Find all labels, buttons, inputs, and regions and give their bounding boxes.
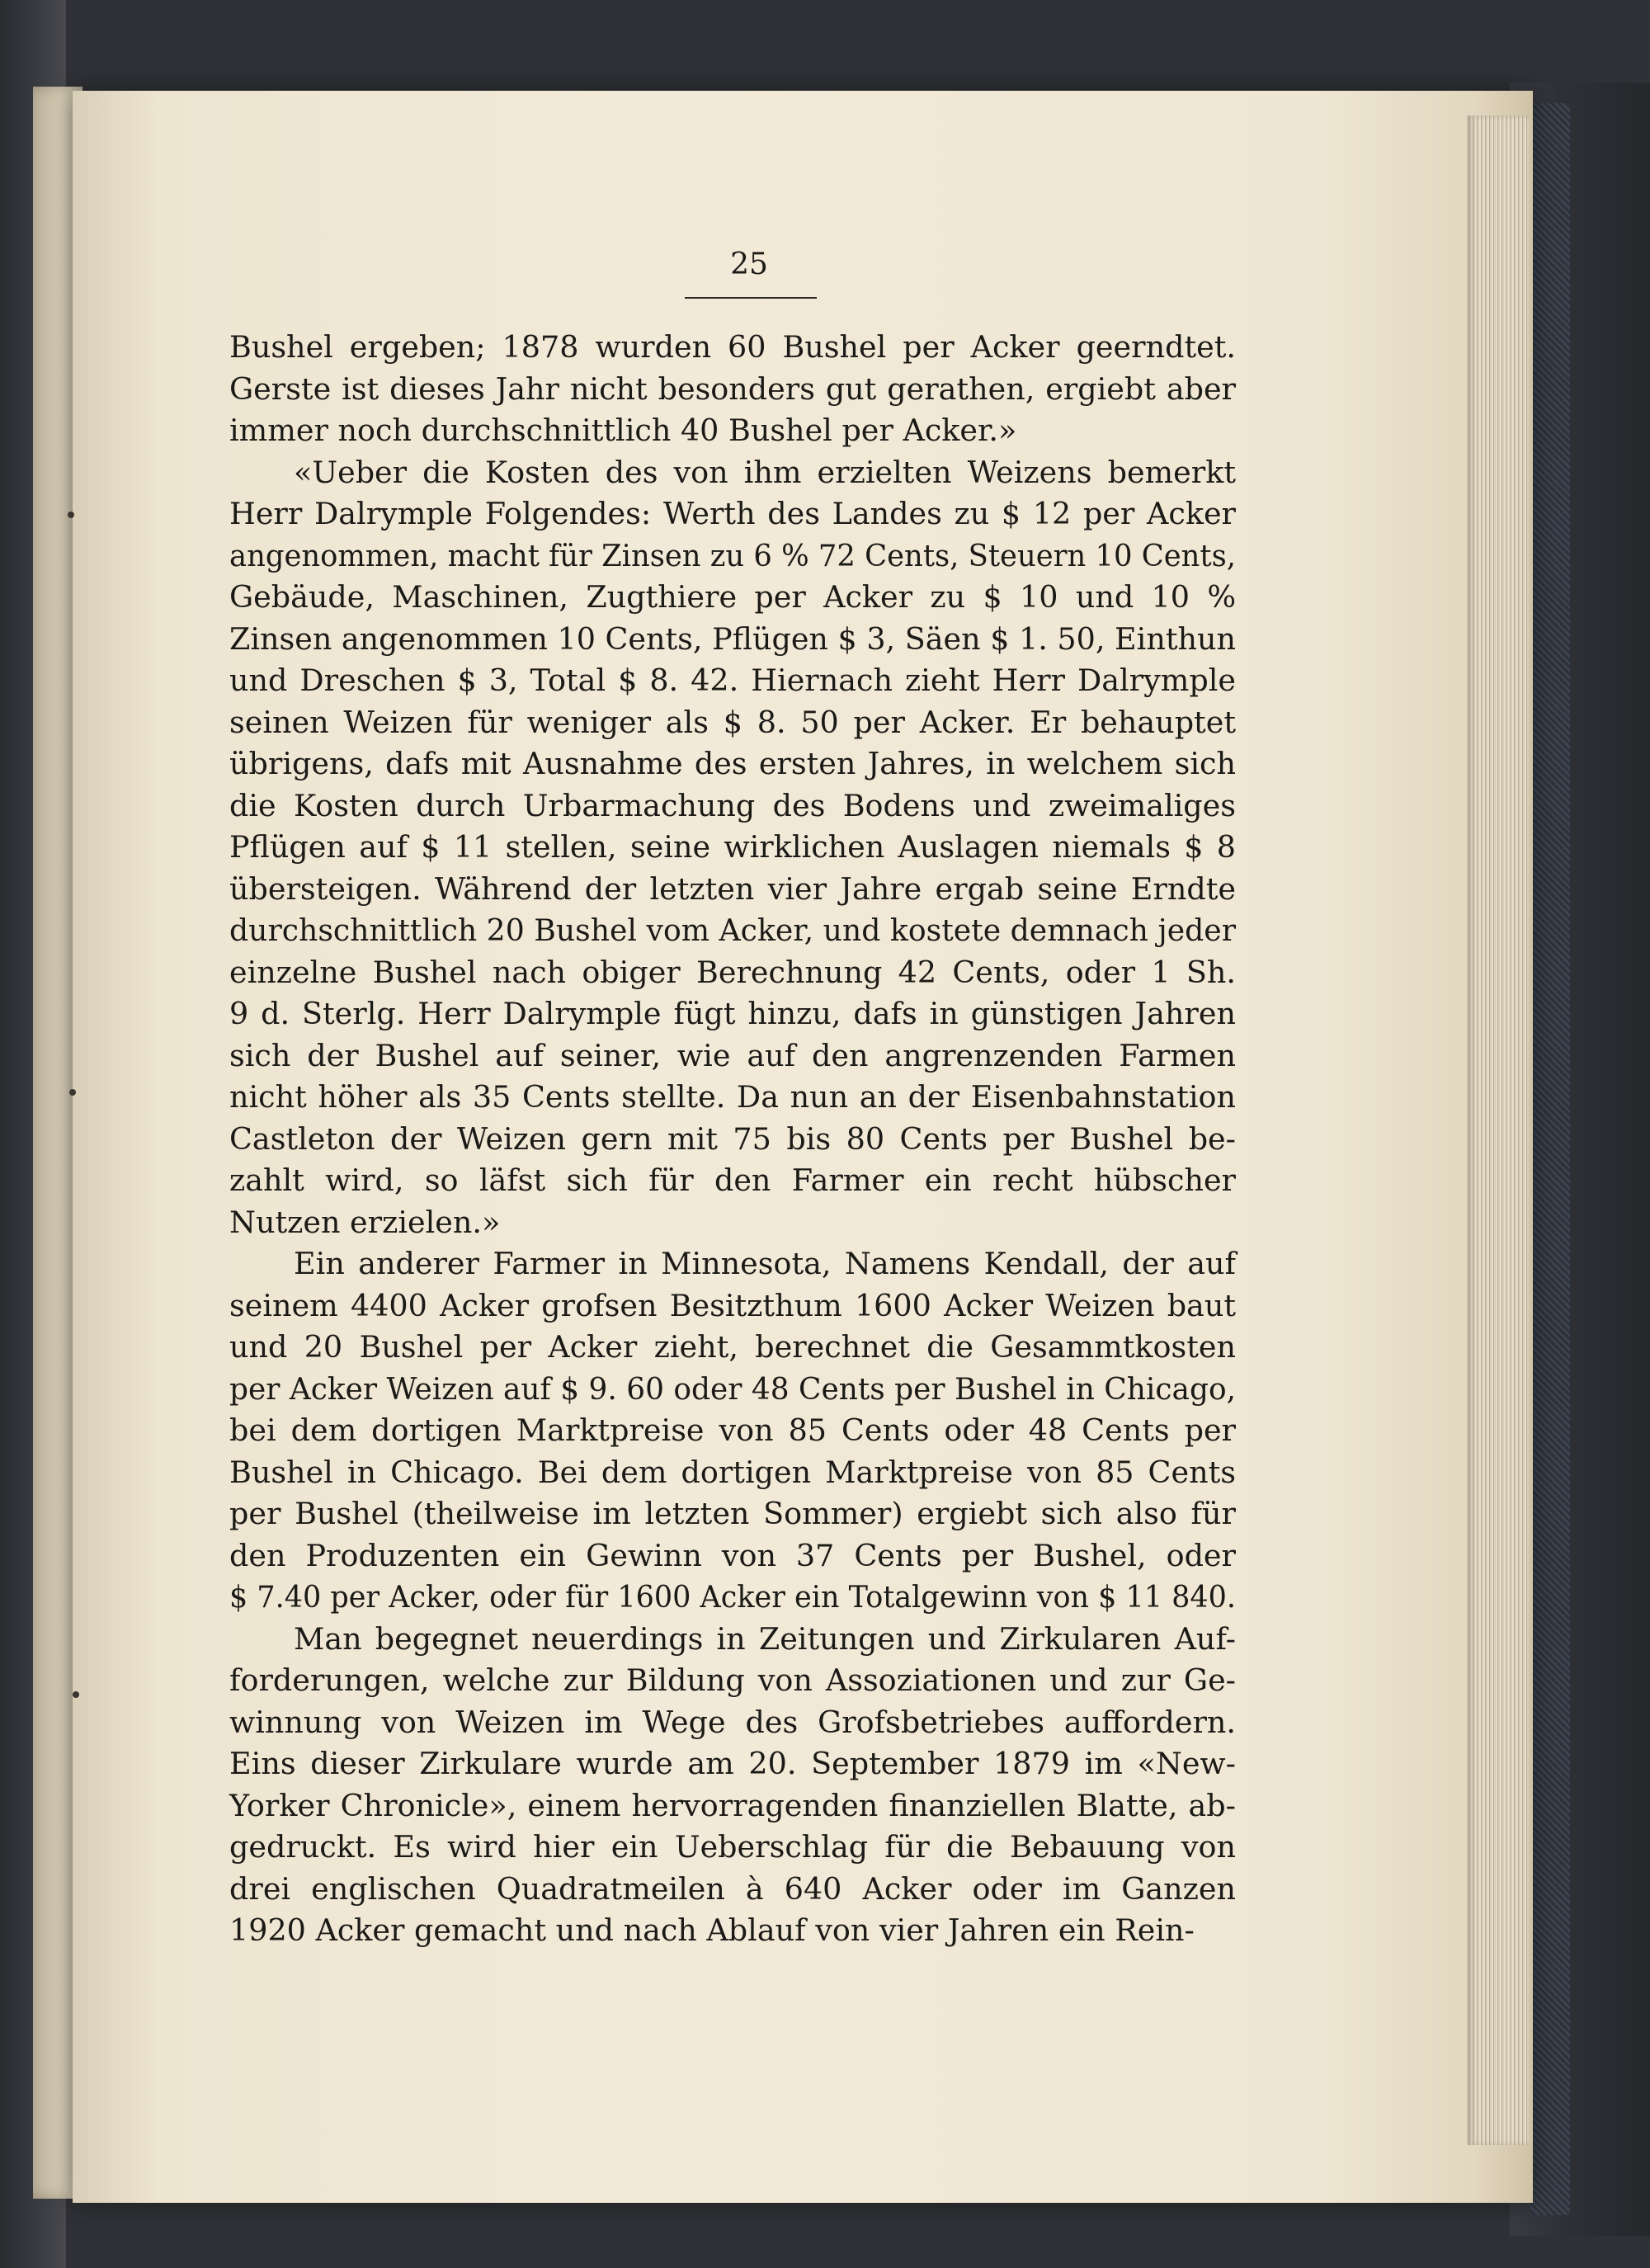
text-line <box>229 1243 1236 1285</box>
text-line-content: sich der Bushel auf seiner, wie auf den angrenzenden Farmen <box>229 1037 1236 1073</box>
text-line <box>229 1327 1236 1369</box>
text-line-content: gedruckt. Es wird hier ein Ueberschlag für die Bebauung von <box>229 1829 1236 1865</box>
text-line <box>229 743 1236 785</box>
text-line <box>229 452 1236 494</box>
text-line <box>229 1785 1236 1827</box>
text-line-content: seinem 4400 Acker grofsen Besitzthum 1600 Acker Weizen baut <box>229 1287 1236 1323</box>
text-line-content: 9 d. Sterlg. Herr Dalrymple fügt hinzu, dafs in günstigen Jahren <box>229 996 1236 1031</box>
text-line <box>229 1160 1236 1202</box>
text-line-content: seinen Weizen für weniger als $ 8. 50 per Acker. Er behauptet <box>229 704 1236 740</box>
text-line-content: Castleton der Weizen gern mit 75 bis 80 Cents per Bushel be- <box>229 1120 1236 1157</box>
text-line <box>229 1869 1236 1911</box>
text-line <box>229 369 1236 411</box>
body-text <box>229 327 1236 1952</box>
text-line-content: übrigens, dafs mit Ausnahme des ersten Jahres, in welchem sich <box>229 746 1236 781</box>
text-line-content: 1920 Acker gemacht und nach Ablauf von vier Jahren ein Rein- <box>229 1912 1195 1948</box>
text-line <box>229 327 1236 369</box>
text-line <box>229 1410 1236 1452</box>
text-line <box>229 1202 1236 1244</box>
text-line-content: Yorker Chronicle», einem hervorragenden finanziellen Blatte, ab- <box>229 1787 1236 1823</box>
text-line-content: winnung von Weizen im Wege des Grofsbetriebes auffordern. <box>229 1704 1236 1740</box>
text-line-content: Gerste ist dieses Jahr nicht besonders gut gerathen, ergiebt aber <box>229 370 1236 407</box>
text-line-content: übersteigen. Während der letzten vier Jahre ergab seine Erndte <box>229 870 1236 907</box>
text-line <box>229 1369 1236 1411</box>
margin-mark <box>69 1089 76 1096</box>
text-line-content: Gebäude, Maschinen, Zugthiere per Acker zu $ 10 und 10 % <box>229 579 1236 615</box>
text-line <box>229 1285 1236 1327</box>
cover-board-texture <box>1530 103 1570 2215</box>
text-line <box>229 702 1236 744</box>
text-line <box>229 660 1236 702</box>
text-line <box>229 1035 1236 1077</box>
text-line <box>229 493 1236 535</box>
text-line <box>229 785 1236 828</box>
text-line-content: Pflügen auf $ 11 stellen, seine wirklichen Auslagen niemals $ 8 <box>229 829 1236 865</box>
text-line <box>229 1702 1236 1744</box>
text-line <box>229 1743 1236 1785</box>
text-line <box>229 1452 1236 1494</box>
text-line <box>229 952 1236 994</box>
text-line-content: Ein anderer Farmer in Minnesota, Namens Kendall, der auf <box>294 1246 1236 1281</box>
text-line-content: «Ueber die Kosten des von ihm erzielten Weizens bemerkt <box>294 454 1236 490</box>
text-line-content: forderungen, welche zur Bildung von Assoziationen und zur Ge- <box>229 1662 1236 1698</box>
text-line-content: immer noch durchschnittlich 40 Bushel per Acker.» <box>229 413 1017 448</box>
text-line <box>229 993 1236 1035</box>
text-line <box>229 1535 1236 1577</box>
text-line <box>229 1577 1236 1619</box>
text-line-content: Bushel in Chicago. Bei dem dortigen Marktpreise von 85 Cents <box>229 1454 1236 1490</box>
text-line-content: den Produzenten ein Gewinn von 37 Cents per Bushel, oder <box>229 1537 1236 1573</box>
header-rule <box>685 297 817 299</box>
text-line <box>229 410 1236 452</box>
text-line-content: und Dreschen $ 3, Total $ 8. 42. Hiernach zieht Herr Dalrymple <box>229 662 1236 698</box>
text-line <box>229 1493 1236 1535</box>
text-line-content: per Acker Weizen auf $ 9. 60 oder 48 Cents per Bushel in Chicago, <box>229 1370 1236 1407</box>
page-stack-edge <box>1467 116 1529 2145</box>
text-line-content: per Bushel (theilweise im letzten Sommer) ergiebt sich also für <box>229 1496 1236 1531</box>
text-line-content: Eins dieser Zirkulare wurde am 20. September 1879 im «New- <box>229 1746 1236 1781</box>
page-number: 25 <box>730 248 768 281</box>
margin-mark <box>68 512 74 518</box>
margin-mark <box>73 1691 79 1698</box>
text-line <box>229 1827 1236 1869</box>
text-line <box>229 577 1236 619</box>
text-line-content: Bushel ergeben; 1878 wurden 60 Bushel per Acker geerndtet. <box>229 329 1236 365</box>
text-line <box>229 1910 1236 1952</box>
text-line <box>229 869 1236 911</box>
text-line-content: nicht höher als 35 Cents stellte. Da nun an der Eisenbahnstation <box>229 1079 1236 1115</box>
text-line-content: und 20 Bushel per Acker zieht, berechnet die Gesammtkosten <box>229 1329 1236 1365</box>
text-line-content: angenommen, macht für Zinsen zu 6 % 72 Cents, Steuern 10 Cents, <box>229 537 1236 573</box>
text-line <box>229 827 1236 869</box>
text-line-content: bei dem dortigen Marktpreise von 85 Cents oder 48 Cents per <box>229 1412 1236 1448</box>
text-line-content: Nutzen erzielen.» <box>229 1204 501 1240</box>
text-line-content: drei englischen Quadratmeilen à 640 Acker oder im Ganzen <box>229 1870 1236 1907</box>
text-line-content: durchschnittlich 20 Bushel vom Acker, und kostete demnach jeder <box>229 912 1236 948</box>
text-line <box>229 1119 1236 1161</box>
text-line <box>229 1619 1236 1661</box>
text-line-content: zahlt wird, so läfst sich für den Farmer ein recht hübscher <box>229 1162 1236 1198</box>
text-line-content: einzelne Bushel nach obiger Berechnung 42 Cents, oder 1 Sh. <box>229 954 1236 990</box>
text-line-content: Herr Dalrymple Folgendes: Werth des Landes zu $ 12 per Acker <box>229 496 1236 531</box>
text-line <box>229 1660 1236 1702</box>
text-line <box>229 910 1236 952</box>
text-line-content: $ 7.40 per Acker, oder für 1600 Acker ein Totalgewinn von $ 11 840. <box>229 1579 1236 1615</box>
text-line-content: die Kosten durch Urbarmachung des Bodens und zweimaliges <box>229 787 1236 823</box>
text-line <box>229 1077 1236 1119</box>
text-line <box>229 619 1236 661</box>
text-line-content: Man begegnet neuerdings in Zeitungen und Zirkularen Auf- <box>294 1620 1236 1657</box>
text-line-content: Zinsen angenommen 10 Cents, Pflügen $ 3, Säen $ 1. 50, Einthun <box>229 620 1236 657</box>
text-line <box>229 535 1236 578</box>
